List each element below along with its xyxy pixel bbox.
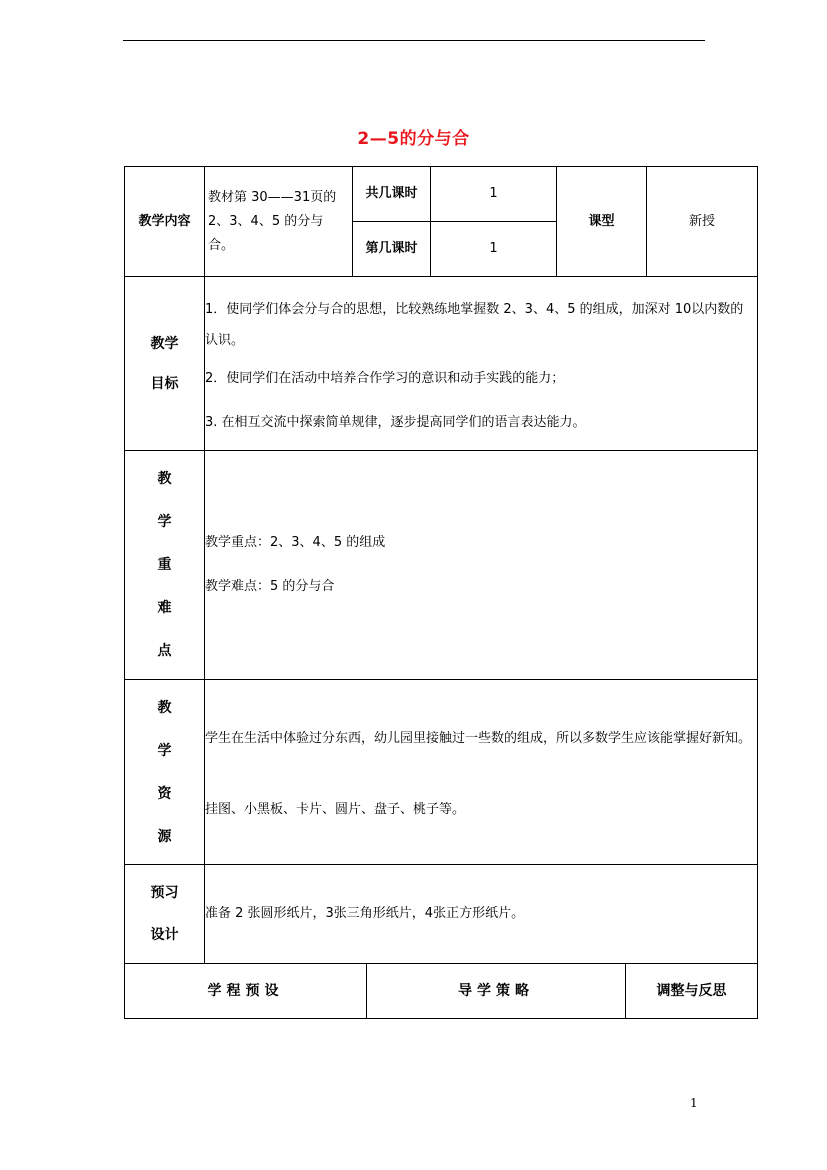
plan-header (124, 963, 367, 1019)
total-lessons-value-text: 1 (489, 186, 498, 201)
teaching-content-label (124, 166, 205, 277)
teaching-goals-label-line2: 目标 (150, 375, 179, 392)
lesson-type-value (646, 166, 758, 277)
preview-label (124, 864, 205, 964)
resources-label-char-2: 学 (157, 742, 172, 759)
teaching-difficulty: 教学难点：5 的分与合 (205, 579, 335, 594)
reflection-header (625, 963, 758, 1019)
teaching-content-label-text: 教学内容 (138, 213, 191, 229)
preview-label-line1: 预习 (150, 885, 179, 901)
resources-label (124, 679, 205, 865)
page-number: 1 (690, 1096, 698, 1110)
lesson-type-label-text: 课型 (588, 213, 615, 229)
resources-line-1: 学生在生活中体验过分东西，幼儿园里接触过一些数的组成，所以多数学生应该能掌握好新知。 (205, 731, 752, 746)
strategy-header-text: 导学策略 (458, 983, 534, 999)
reflection-header-text: 调整与反思 (656, 983, 727, 999)
document-title: 2—5的分与合 (357, 129, 470, 149)
teaching-goals-label-line1: 教学 (150, 335, 179, 352)
resources-label-char-1: 教 (157, 699, 172, 716)
preview-cell (204, 864, 758, 964)
key-points-label-char-2: 学 (157, 514, 172, 530)
header-rule (123, 40, 705, 41)
key-points-label-char-1: 教 (157, 471, 172, 487)
key-points-label-char-3: 重 (157, 557, 172, 573)
plan-header-text: 学程预设 (207, 983, 284, 999)
goal-item-2: 2．使同学们在活动中培养合作学习的意识和动手实践的能力； (205, 371, 565, 386)
teaching-material-cell (204, 166, 353, 277)
resources-line-2: 挂图、小黑板、卡片、圆片、盘子、桃子等。 (205, 802, 466, 817)
total-lessons-label-text: 共几课时 (365, 186, 418, 201)
lesson-type-label (556, 166, 647, 277)
lesson-number-value-text: 1 (489, 241, 498, 256)
preview-text: 准备 2 张圆形纸片，3张三角形纸片，4张正方形纸片。 (205, 906, 525, 921)
lesson-number-value (430, 221, 557, 277)
key-points-label-char-5: 点 (157, 643, 172, 659)
preview-label-line2: 设计 (150, 927, 179, 943)
total-lessons-label (352, 166, 431, 222)
total-lessons-value (430, 166, 557, 222)
resources-cell (204, 679, 758, 865)
lesson-type-value-text: 新授 (688, 213, 715, 229)
key-points-cell (204, 450, 758, 680)
key-points-label-char-4: 难 (157, 600, 172, 616)
teaching-material-text: 教材第 30——31页的 2、3、4、5 的分与合。 (208, 189, 337, 253)
teaching-goals-label (124, 276, 205, 451)
teaching-goals-cell (204, 276, 758, 451)
strategy-header (366, 963, 626, 1019)
lesson-number-label-text: 第几课时 (365, 241, 418, 256)
goal-item-1: 1．使同学们体会分与合的思想，比较熟练地掌握数 2、3、4、5 的组成，加深对 10以内数的认识。 (205, 302, 744, 348)
goal-item-3: 3. 在相互交流中探索简单规律，逐步提高同学们的语言表达能力。 (205, 415, 586, 430)
resources-label-char-4: 源 (157, 828, 172, 845)
resources-label-char-3: 资 (157, 785, 172, 802)
lesson-number-label (352, 221, 431, 277)
teaching-focus: 教学重点：2、3、4、5 的组成 (205, 535, 386, 550)
key-points-label (124, 450, 205, 680)
